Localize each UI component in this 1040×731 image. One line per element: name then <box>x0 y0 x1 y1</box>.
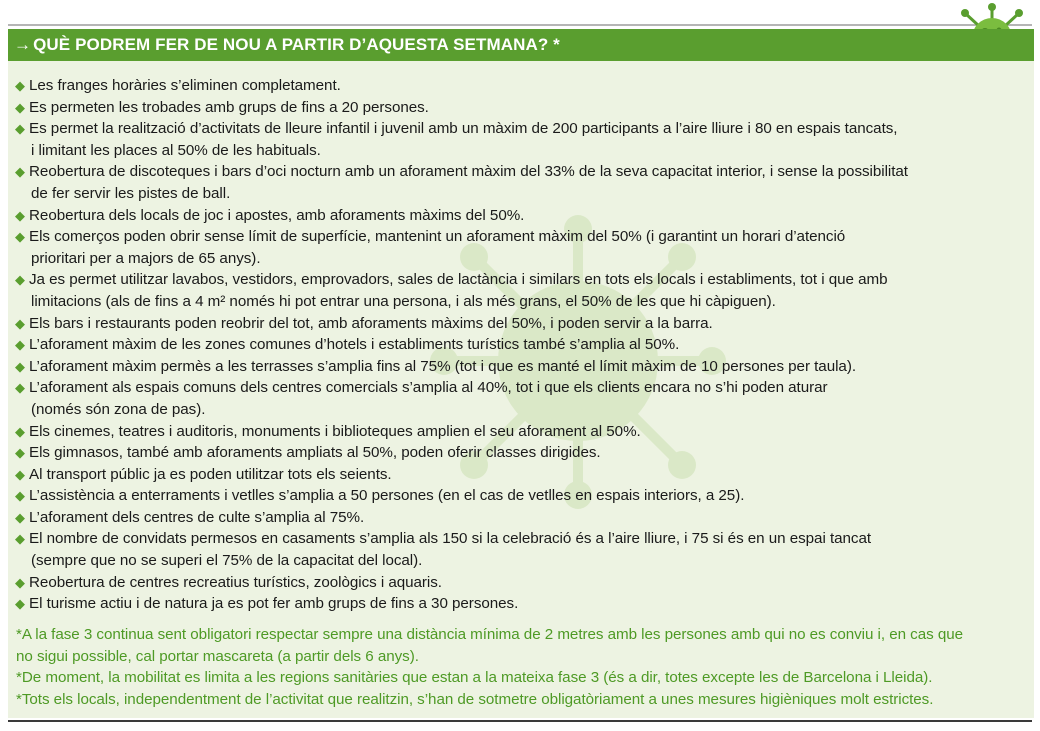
footnote-line: *De moment, la mobilitat es limita a les regions sanitàries que estan a la mateixa fase 3 (és a dir, totes excepte les de Barcelona i Lleida). <box>16 669 933 687</box>
top-rule <box>8 24 1032 26</box>
list-item-line: El nombre de convidats permesos en casaments s’amplia als 150 si la celebració és a l’aire lliure, i 75 si és en un espai tancat <box>29 530 872 548</box>
list-item <box>14 334 1024 356</box>
list-item <box>14 507 1024 529</box>
list-item <box>14 421 1024 443</box>
footnote-line: *Tots els locals, independentment de l’activitat que realitzin, s’han de sotmetre obligatòriament a unes mesures higièniques molt estrictes. <box>16 690 934 708</box>
list-item <box>14 572 1024 594</box>
list-item-line: i limitant les places al 50% de les habituals. <box>31 141 321 159</box>
diamond-bullet-icon: ◆ <box>15 596 25 612</box>
diamond-bullet-icon: ◆ <box>15 380 25 396</box>
list-item <box>14 161 1024 204</box>
list-item <box>14 226 1024 269</box>
list-item <box>14 269 1024 312</box>
diamond-bullet-icon: ◆ <box>15 207 25 223</box>
list-item-line: limitacions (als de fins a 4 m² només hi pot entrar una persona, i als més grans, el 50% de les que hi càpiguen). <box>31 292 776 310</box>
diamond-bullet-icon: ◆ <box>15 445 25 461</box>
bottom-rule <box>8 720 1032 722</box>
list-item <box>14 464 1024 486</box>
list-item-line: L’aforament màxim de les zones comunes d’hotels i establiments turístics també s’amplia al 50%. <box>29 336 680 354</box>
list-item-line: Reobertura dels locals de joc i apostes, amb aforaments màxims del 50%. <box>29 206 525 224</box>
list-item <box>14 528 1024 571</box>
diamond-bullet-icon: ◆ <box>15 509 25 525</box>
diamond-bullet-icon: ◆ <box>15 466 25 482</box>
diamond-bullet-icon: ◆ <box>15 272 25 288</box>
list-item-line: L’aforament dels centres de culte s’amplia al 75%. <box>29 508 365 526</box>
list-item <box>14 485 1024 507</box>
list-item <box>14 593 1024 615</box>
diamond-bullet-icon: ◆ <box>15 121 25 137</box>
diamond-bullet-icon: ◆ <box>15 488 25 504</box>
list-item-line: L’assistència a enterraments i vetlles s’amplia a 50 persones (en el cas de vetlles en espais interiors, a 25). <box>29 487 745 505</box>
list-item-line: Es permet la realització d’activitats de lleure infantil i juvenil amb un màxim de 200 participants a l’aire lliure i 80 en espais tancats, <box>29 120 898 138</box>
list-item <box>14 118 1024 161</box>
footnote-line: no sigui possible, cal portar mascareta (a partir dels 6 anys). <box>16 647 419 665</box>
list-item-line: Reobertura de discoteques i bars d’oci nocturn amb un aforament màxim del 33% de la seva capacitat interior, i sense la possibilitat <box>29 163 908 181</box>
list-item <box>14 313 1024 335</box>
content-panel <box>8 61 1034 718</box>
list-item-line: Els bars i restaurants poden reobrir del tot, amb aforaments màxims del 50%, i poden servir a la barra. <box>29 314 713 332</box>
diamond-bullet-icon: ◆ <box>15 423 25 439</box>
diamond-bullet-icon: ◆ <box>15 78 25 93</box>
list-item-line: L’aforament als espais comuns dels centres comercials s’amplia al 40%, tot i que els clients encara no s’hi poden aturar <box>29 379 828 397</box>
header-title: QUÈ PODREM FER DE NOU A PARTIR D’AQUESTA SETMANA? * <box>33 35 560 54</box>
diamond-bullet-icon: ◆ <box>15 99 25 115</box>
list-item-line: Al transport públic ja es poden utilitzar tots els seients. <box>29 465 392 483</box>
list-item-line: Els comerços poden obrir sense límit de superfície, mantenint un aforament màxim del 50% (i garantint un horari d’atenció <box>29 228 846 246</box>
list-item <box>14 75 1024 97</box>
diamond-bullet-icon: ◆ <box>15 164 25 180</box>
list-item-line: Els cinemes, teatres i auditoris, monuments i biblioteques amplien el seu aforament al 50%. <box>29 422 641 440</box>
arrow-right-icon: → <box>14 35 32 54</box>
list-item <box>14 377 1024 420</box>
list-item <box>14 205 1024 227</box>
list-item <box>14 442 1024 464</box>
diamond-bullet-icon: ◆ <box>15 358 25 374</box>
list-item <box>14 97 1024 119</box>
footnote-line: *A la fase 3 continua sent obligatori respectar sempre una distància mínima de 2 metres amb les persones amb qui no es conviu i, en cas que <box>16 626 964 643</box>
list-item-line: (sempre que no se superi el 75% de la capacitat del local). <box>31 552 423 570</box>
list-item-line: L’aforament màxim permès a les terrasses s’amplia fins al 75% (tot i que es manté el límit màxim de 10 persones per taula). <box>29 357 856 375</box>
list-item-line: prioritari per a majors de 65 anys). <box>31 249 261 267</box>
measures-list <box>14 75 1024 615</box>
diamond-bullet-icon: ◆ <box>15 531 25 547</box>
list-item-line: Les franges horàries s’eliminen completament. <box>29 77 341 94</box>
footnotes <box>16 624 1026 710</box>
diamond-bullet-icon: ◆ <box>15 337 25 353</box>
diamond-bullet-icon: ◆ <box>15 229 25 245</box>
diamond-bullet-icon: ◆ <box>15 574 25 590</box>
list-item-line: (només són zona de pas). <box>31 400 206 418</box>
list-item-line: Ja es permet utilitzar lavabos, vestidors, emprovadors, sales de lactància i similars en tots els locals i establiments, tot i que amb <box>29 271 888 289</box>
list-item-line: Es permeten les trobades amb grups de fins a 20 persones. <box>29 98 429 116</box>
list-item-line: Reobertura de centres recreatius turístics, zoològics i aquaris. <box>29 573 442 591</box>
section-header <box>8 29 1034 61</box>
list-item <box>14 356 1024 378</box>
diamond-bullet-icon: ◆ <box>15 315 25 331</box>
list-item-line: Els gimnasos, també amb aforaments ampliats al 50%, poden oferir classes dirigides. <box>29 444 601 462</box>
list-item-line: El turisme actiu i de natura ja es pot fer amb grups de fins a 30 persones. <box>29 595 519 613</box>
list-item-line: de fer servir les pistes de ball. <box>31 184 231 202</box>
